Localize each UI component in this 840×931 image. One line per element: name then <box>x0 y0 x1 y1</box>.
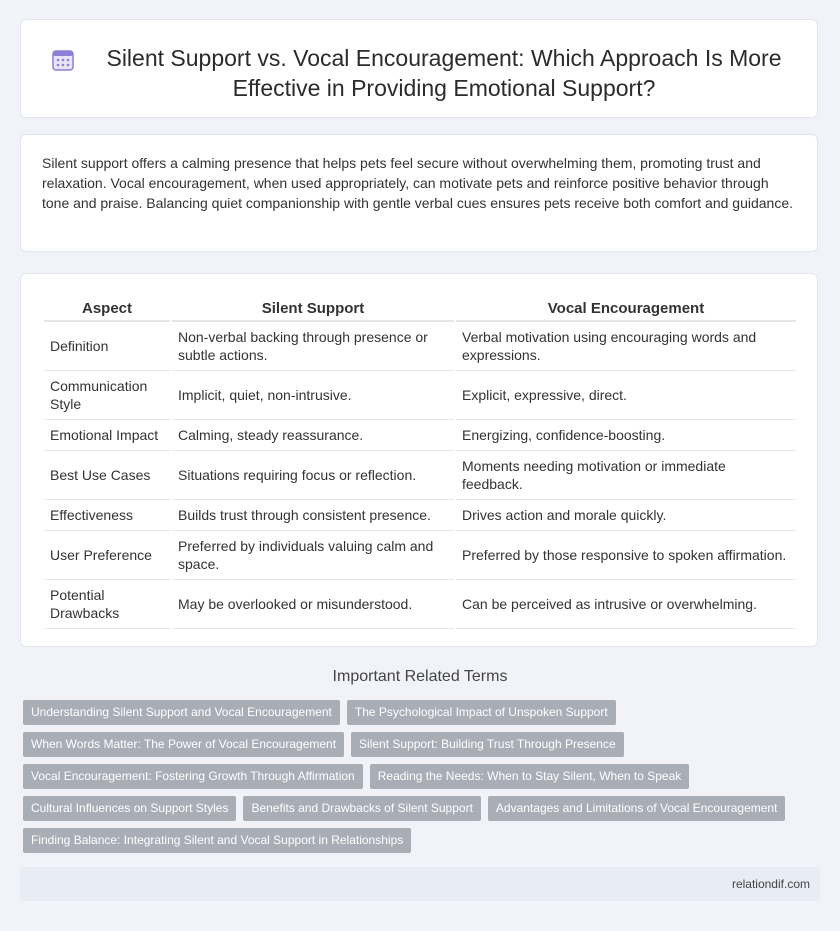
related-term-tag[interactable]: Vocal Encouragement: Fostering Growth Through Affirmation <box>23 764 363 789</box>
title-card <box>20 19 818 118</box>
related-term-tag[interactable]: Reading the Needs: When to Stay Silent, When to Speak <box>370 764 690 789</box>
comparison-card <box>20 273 818 647</box>
related-term-tag[interactable]: Cultural Influences on Support Styles <box>23 796 236 821</box>
cell-vocal-encouragement: Explicit, expressive, direct. <box>456 371 796 420</box>
intro-card <box>20 134 818 252</box>
intro-paragraph: Silent support offers a calming presence that helps pets feel secure without overwhelming them, promoting trust and relaxation. Vocal encouragement, when used appropriately, can motivate pets and reinforce positive behavior through tone and praise. Balancing quiet companionship with gentle verbal cues ensures pets receive both comfort and guidance. <box>42 155 794 211</box>
cell-aspect: Definition <box>44 322 170 371</box>
related-terms-heading: Important Related Terms <box>332 668 508 685</box>
cell-vocal-encouragement: Preferred by those responsive to spoken affirmation. <box>456 531 796 580</box>
table-row <box>44 420 796 451</box>
related-term-tag[interactable]: When Words Matter: The Power of Vocal Encouragement <box>23 732 344 757</box>
table-row <box>44 322 796 371</box>
cell-vocal-encouragement: Moments needing motivation or immediate feedback. <box>456 451 796 500</box>
page-title: Silent Support vs. Vocal Encouragement: Which Approach Is More Effective in Providing Emotional Support? <box>106 45 782 101</box>
cell-aspect: Communication Style <box>44 371 170 420</box>
cell-aspect: User Preference <box>44 531 170 580</box>
cell-silent-support: Calming, steady reassurance. <box>172 420 454 451</box>
cell-silent-support: Implicit, quiet, non-intrusive. <box>172 371 454 420</box>
related-terms-list <box>23 700 813 853</box>
table-row <box>44 451 796 500</box>
cell-vocal-encouragement: Can be perceived as intrusive or overwhelming. <box>456 580 796 629</box>
cell-vocal-encouragement: Drives action and morale quickly. <box>456 500 796 531</box>
footer <box>20 867 820 901</box>
table-header-row <box>44 296 796 322</box>
table-row <box>44 371 796 420</box>
footer-site-link[interactable]: relationdif.com <box>731 877 810 891</box>
related-term-tag[interactable]: Finding Balance: Integrating Silent and Vocal Support in Relationships <box>23 828 411 853</box>
table-row <box>44 500 796 531</box>
header-silent-support: Silent Support <box>172 296 454 322</box>
comparison-table <box>42 296 798 629</box>
table-row <box>44 531 796 580</box>
cell-silent-support: Non-verbal backing through presence or subtle actions. <box>172 322 454 371</box>
table-row <box>44 580 796 629</box>
cell-aspect: Best Use Cases <box>44 451 170 500</box>
header-aspect: Aspect <box>44 296 170 322</box>
cell-aspect: Potential Drawbacks <box>44 580 170 629</box>
cell-aspect: Effectiveness <box>44 500 170 531</box>
related-term-tag[interactable]: Understanding Silent Support and Vocal Encouragement <box>23 700 340 725</box>
header-vocal-encouragement: Vocal Encouragement <box>456 296 796 322</box>
cell-aspect: Emotional Impact <box>44 420 170 451</box>
cell-silent-support: Situations requiring focus or reflection. <box>172 451 454 500</box>
cell-silent-support: Preferred by individuals valuing calm and space. <box>172 531 454 580</box>
related-term-tag[interactable]: Silent Support: Building Trust Through Presence <box>351 732 624 757</box>
cell-silent-support: May be overlooked or misunderstood. <box>172 580 454 629</box>
cell-vocal-encouragement: Verbal motivation using encouraging words and expressions. <box>456 322 796 371</box>
related-term-tag[interactable]: Benefits and Drawbacks of Silent Support <box>243 796 480 821</box>
related-term-tag[interactable]: The Psychological Impact of Unspoken Support <box>347 700 616 725</box>
cell-silent-support: Builds trust through consistent presence. <box>172 500 454 531</box>
related-term-tag[interactable]: Advantages and Limitations of Vocal Encouragement <box>488 796 786 821</box>
cell-vocal-encouragement: Energizing, confidence-boosting. <box>456 420 796 451</box>
calendar-grid-icon <box>51 48 75 72</box>
